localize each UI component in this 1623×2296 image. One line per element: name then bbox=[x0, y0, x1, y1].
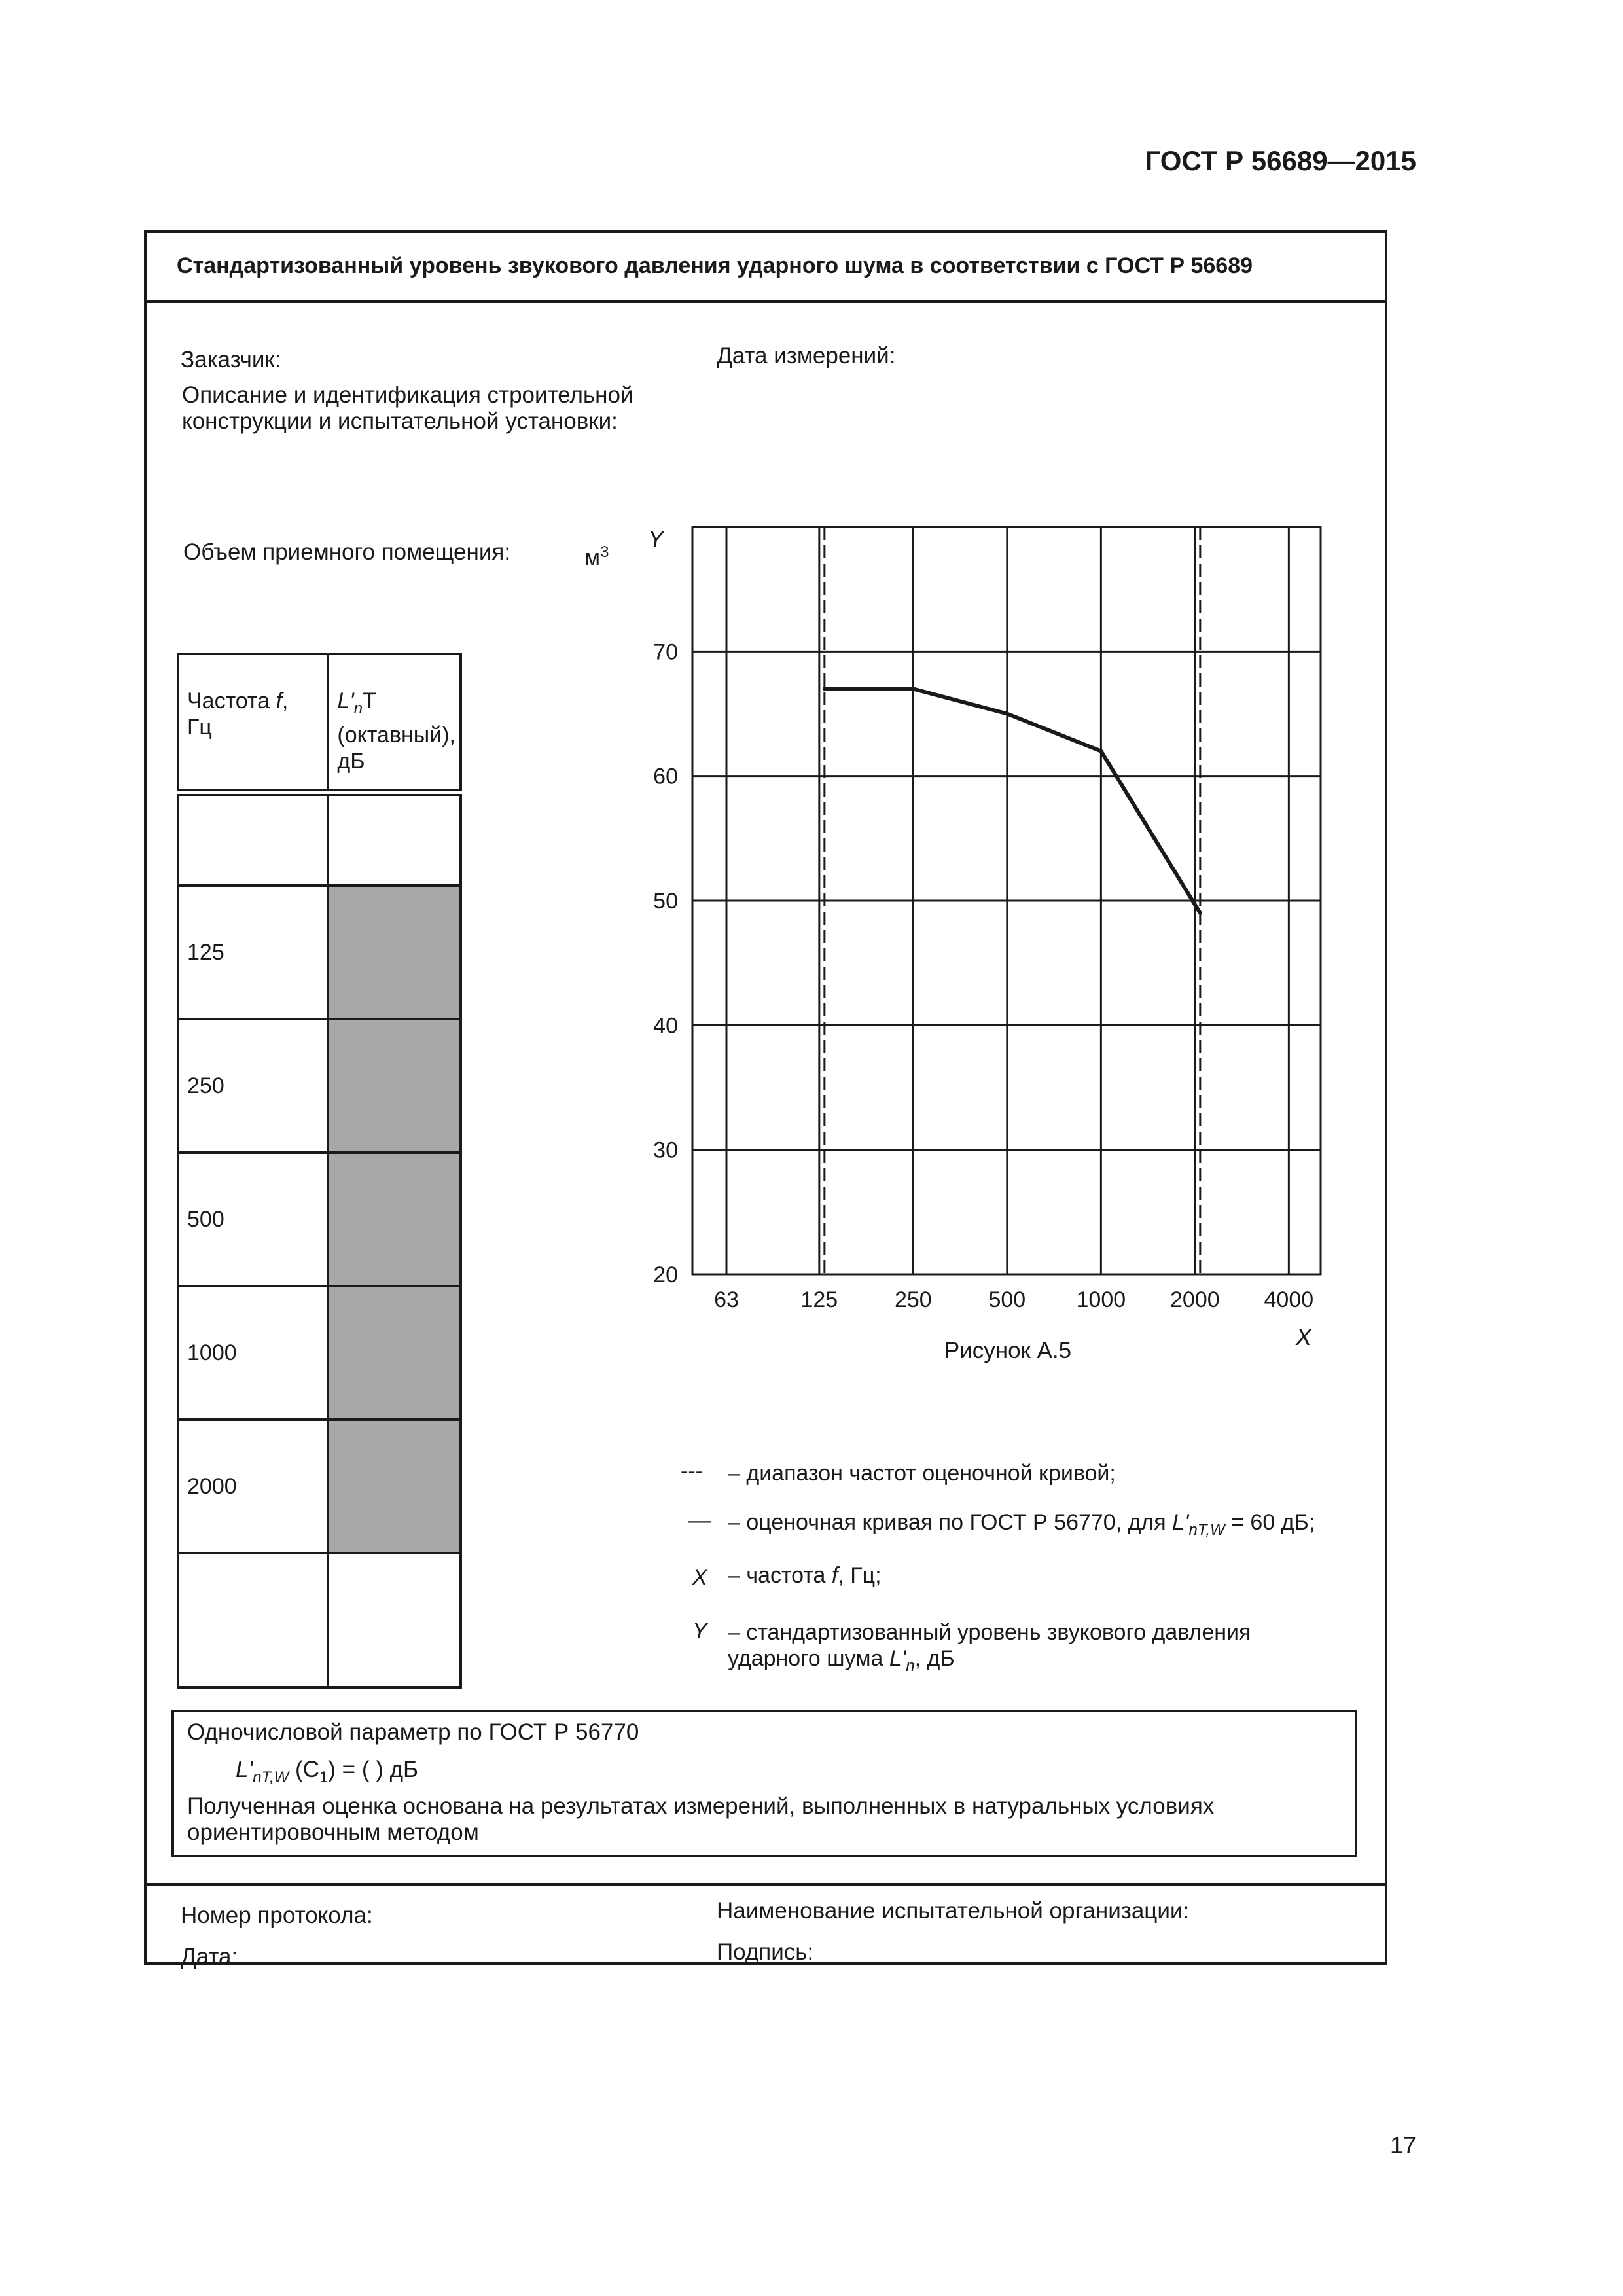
volume-unit: $м^3$ bbox=[584, 543, 609, 571]
measure-date-label: Дата измерений: bbox=[717, 343, 896, 368]
reference-curve-point bbox=[1198, 911, 1202, 915]
reference-curve-point bbox=[1005, 712, 1009, 716]
x-tick-label: 63 bbox=[714, 1287, 739, 1312]
reference-curve-point bbox=[823, 687, 827, 691]
y-tick-label: 20 bbox=[653, 1263, 678, 1287]
x-tick-label: 1000 bbox=[1076, 1287, 1126, 1312]
legend-y-text-line1: – стандартизованный уровень звукового давления bbox=[728, 1620, 1251, 1645]
reference-curve-line bbox=[825, 689, 1200, 913]
legend-solid-text: – оценочная кривая по ГОСТ Р 56770, для $L'_{nT,W} = 60$ дБ; bbox=[728, 1510, 1315, 1539]
customer-label: Заказчик: bbox=[181, 347, 281, 372]
frequency-cell: 2000 bbox=[178, 1420, 328, 1553]
rating-title: Одночисловой параметр по ГОСТ Р 56770 bbox=[187, 1719, 639, 1745]
legend-solid-symbol: — bbox=[688, 1508, 711, 1533]
y-axis-label: Y bbox=[648, 526, 664, 552]
description-label-line1: Описание и идентификация строительной bbox=[182, 382, 633, 408]
legend-dashed-symbol: --- bbox=[681, 1459, 703, 1484]
frequency-cell: 1000 bbox=[178, 1286, 328, 1420]
legend-y-symbol: Y bbox=[692, 1619, 707, 1643]
description-label-line2: конструкции и испытательной установки: bbox=[182, 408, 618, 434]
y-tick-label: 30 bbox=[653, 1138, 678, 1163]
rating-note-line1: Полученная оценка основана на результатах измерений, выполненных в натуральных условиях bbox=[187, 1793, 1215, 1819]
y-tick-label: 50 bbox=[653, 889, 678, 914]
frequency-cell: 500 bbox=[178, 1153, 328, 1286]
legend-dashed-text: – диапазон частот оценочной кривой; bbox=[728, 1461, 1116, 1486]
volume-label: Объем приемного помещения: bbox=[183, 539, 511, 565]
legend-y-text-line2: ударного шума $L'_n$, дБ bbox=[728, 1646, 955, 1675]
y-tick-label: 70 bbox=[653, 639, 678, 665]
x-axis-label: X bbox=[1296, 1323, 1312, 1350]
date-label: Дата: bbox=[181, 1944, 238, 1969]
signature-label: Подпись: bbox=[717, 1939, 814, 1965]
rating-note-line2: ориентировочным методом bbox=[187, 1820, 479, 1845]
legend-x-symbol: X bbox=[692, 1565, 707, 1590]
frequency-cell: 250 bbox=[178, 1019, 328, 1153]
x-tick-label: 4000 bbox=[1264, 1287, 1314, 1312]
test-organization-label: Наименование испытательной организации: bbox=[717, 1898, 1190, 1924]
figure-caption: Рисунок А.5 bbox=[944, 1338, 1072, 1363]
form-title: Стандартизованный уровень звукового давления ударного шума в соответствии с ГОСТ Р 56689 bbox=[177, 253, 1253, 278]
page-number: 17 bbox=[1390, 2132, 1417, 2159]
rating-formula: $L'_{nT,W}$ $(C_1)$ = ( ) дБ bbox=[236, 1757, 418, 1786]
protocol-number-label: Номер протокола: bbox=[181, 1903, 373, 1928]
y-tick-label: 60 bbox=[653, 764, 678, 789]
level-header: $L'_nT$ (октавный), дБ bbox=[328, 654, 461, 793]
x-tick-label: 500 bbox=[988, 1287, 1026, 1312]
legend-x-text: – частота f, Гц; bbox=[728, 1563, 882, 1588]
x-tick-label: 250 bbox=[894, 1287, 932, 1312]
reference-curve-point bbox=[911, 687, 915, 691]
y-tick-label: 40 bbox=[653, 1013, 678, 1039]
reference-curve-point bbox=[1099, 749, 1103, 753]
x-tick-label: 2000 bbox=[1170, 1287, 1220, 1312]
frequency-header: Частота f, Гц bbox=[178, 654, 328, 793]
document-code: ГОСТ Р 56689—2015 bbox=[1145, 145, 1416, 176]
frequency-cell: 125 bbox=[178, 886, 328, 1019]
x-tick-label: 125 bbox=[800, 1287, 838, 1312]
